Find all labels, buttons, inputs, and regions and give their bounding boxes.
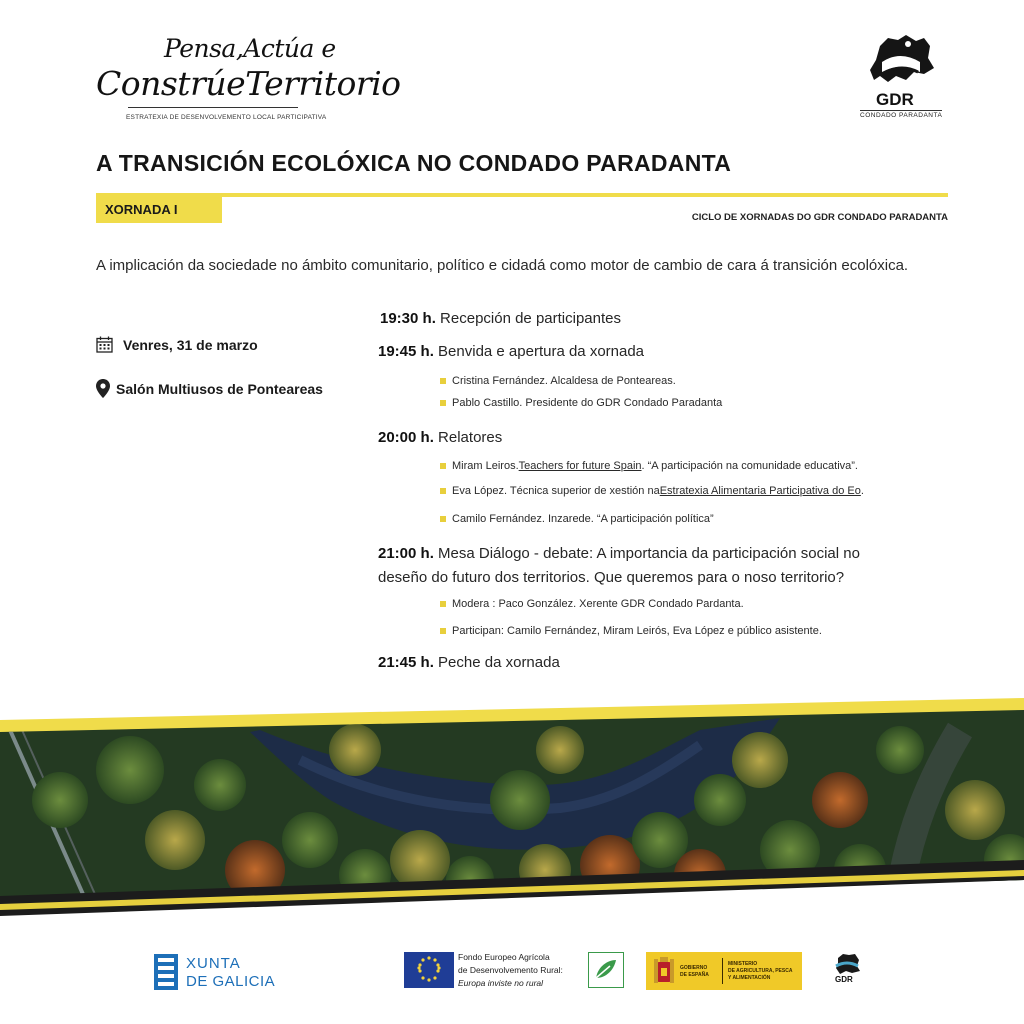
session-tag: [96, 196, 222, 223]
schedule-entry: [380, 310, 621, 327]
schedule-text: Mesa Diálogo - debate: A importancia da participación social no: [438, 545, 860, 562]
gov-right-line-1: MINISTERIO: [728, 961, 758, 967]
logo-pensa-actua: [96, 32, 401, 127]
logo-tagline: ESTRATEXIA DE DESENVOLVEMENTO LOCAL PARTICIPATIVA: [126, 114, 327, 121]
logo-feader: [404, 952, 626, 992]
list-item-text: Camilo Fernández. Inzarede. “A participación política”: [452, 513, 714, 525]
schedule-time: 20:00 h.: [378, 429, 434, 446]
list-item-text: Cristina Fernández. Alcaldesa de Ponteareas.: [452, 375, 676, 387]
intro-text: A implicación da sociedade no ámbito comunitario, político e cidadá como motor de cambio de cara á transición ecolóxica.: [96, 257, 909, 274]
feader-line-3: Europa inviste no rural: [458, 978, 544, 988]
schedule-time: 19:45 h.: [378, 343, 434, 360]
logo-line-1: Pensa,Actúa e: [164, 34, 336, 63]
location-pin-icon: [96, 379, 110, 398]
gov-right-line-2: DE AGRICULTURA, PESCA: [728, 968, 793, 974]
list-item-text: Participan: Camilo Fernández, Miram Leirós, Eva López e público asistente.: [452, 625, 822, 637]
gdr-small-map-icon: [832, 952, 862, 976]
logo-xunta-galicia: [154, 954, 304, 994]
page-title: A TRANSICIÓN ECOLÓXICA NO CONDADO PARADANTA: [96, 150, 732, 176]
calendar-icon: [96, 336, 113, 353]
bullet-square-icon: [440, 488, 446, 494]
eu-flag-icon: [404, 952, 454, 988]
schedule-text: Recepción de participantes: [440, 310, 621, 327]
feader-line-2: de Desenvolvemento Rural:: [458, 965, 563, 975]
schedule-entry: [378, 545, 860, 562]
logo-divider: [128, 107, 298, 108]
xunta-emblem-icon: [154, 954, 178, 990]
list-item-text: Miram Leiros.: [452, 460, 519, 472]
gov-divider: [722, 958, 723, 984]
feader-line-1: Fondo Europeo Agrícola: [458, 952, 550, 962]
logo-gdr: [858, 32, 944, 122]
gdr-name: GDR: [876, 90, 914, 109]
schedule-entry: [378, 429, 502, 446]
list-item-text: Pablo Castillo. Presidente do GDR Condado Paradanta: [452, 397, 723, 409]
bullet-square-icon: [440, 463, 446, 469]
list-item-text: . “A participación na comunidade educativa”.: [641, 460, 858, 472]
schedule-time: 21:45 h.: [378, 654, 434, 671]
list-item-text: Modera : Paco González. Xerente GDR Condado Pardanta.: [452, 598, 744, 610]
schedule-time: 21:00 h.: [378, 545, 434, 562]
bullet-square-icon: [440, 400, 446, 406]
spain-coat-of-arms-icon: [652, 956, 676, 986]
aerial-forest-photo: [0, 690, 1024, 940]
title-underline: [96, 193, 948, 197]
schedule-entry: [378, 343, 644, 360]
schedule-text: Peche da xornada: [438, 654, 560, 671]
gov-left-line-1: GOBIERNO: [680, 965, 708, 971]
bullet-square-icon: [440, 516, 446, 522]
bullet-square-icon: [440, 378, 446, 384]
cycle-label: CICLO DE XORNADAS DO GDR CONDADO PARADANTA: [691, 212, 948, 223]
gov-left-line-2: DE ESPAÑA: [680, 972, 709, 978]
xunta-line-2: DE GALICIA: [186, 973, 276, 990]
estratexia-alimentaria-link[interactable]: Estratexia Alimentaria Participativa do Eo: [659, 485, 861, 497]
schedule-text: Relatores: [438, 429, 503, 446]
list-item: [440, 485, 864, 497]
gdr-divider: [860, 110, 942, 111]
event-date-row: [96, 336, 258, 353]
schedule-entry: [378, 654, 560, 671]
schedule-text-continued: deseño do futuro dos territorios. Que queremos para o noso territorio?: [378, 569, 845, 586]
list-item: [440, 598, 744, 610]
list-item: [440, 397, 722, 409]
event-venue: Salón Multiusos de Ponteareas: [116, 380, 323, 397]
list-item: [440, 460, 858, 472]
event-venue-row: [96, 379, 323, 398]
list-item: [440, 375, 676, 387]
list-item: [440, 513, 714, 525]
list-item-text: Eva López. Técnica superior de xestión na: [452, 485, 660, 497]
session-label: XORNADA I: [105, 202, 178, 217]
event-date: Venres, 31 de marzo: [123, 336, 258, 353]
list-item: [440, 625, 822, 637]
sponsor-footer: [0, 940, 1024, 1024]
gdr-subtitle: CONDADO PARADANTA: [860, 112, 943, 119]
gov-right-line-3: Y ALIMENTACIÓN: [728, 975, 771, 981]
xunta-line-1: XUNTA: [186, 955, 241, 972]
bullet-square-icon: [440, 601, 446, 607]
logo-gobierno-espana: [646, 952, 802, 990]
gdr-small-text: GDR: [835, 975, 853, 984]
logo-gdr-small: [832, 952, 862, 992]
schedule-time: 19:30 h.: [380, 310, 436, 327]
teachers-for-future-link[interactable]: Teachers for future Spain: [518, 460, 642, 472]
logo-line-2: ConstrúeTerritorio: [96, 64, 401, 103]
schedule-text: Benvida e apertura da xornada: [438, 343, 645, 360]
bullet-square-icon: [440, 628, 446, 634]
leader-logo-icon: [588, 952, 624, 988]
list-item-text: .: [860, 485, 864, 497]
gdr-map-icon: [858, 32, 944, 92]
